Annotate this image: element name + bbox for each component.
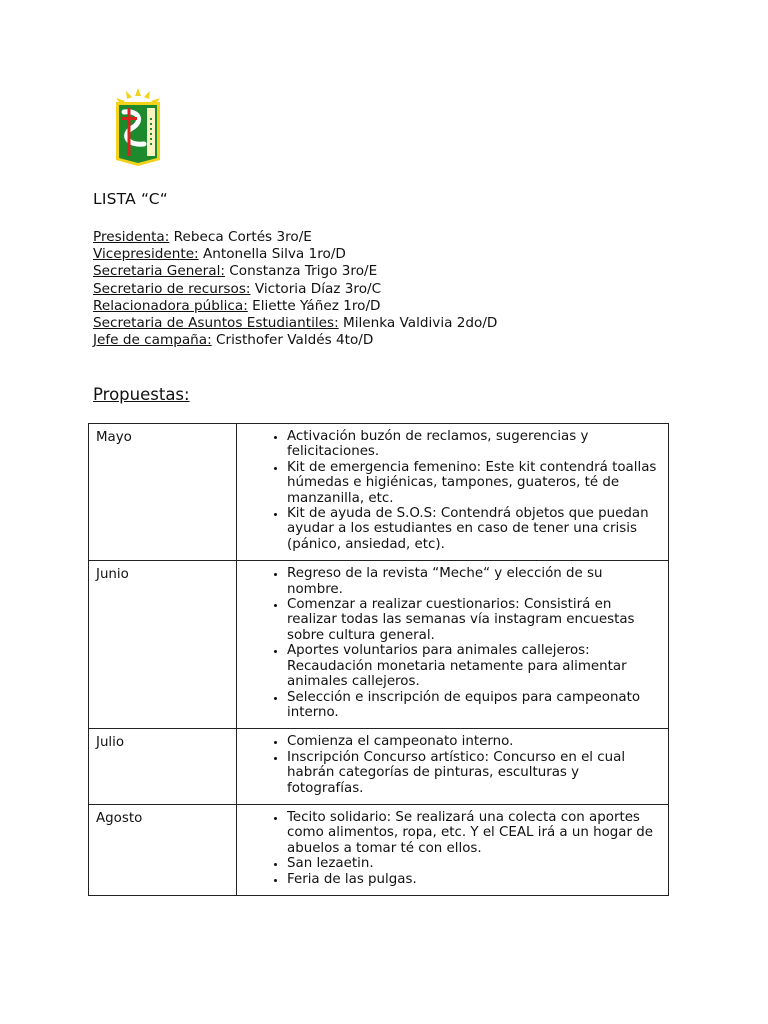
list-item: • Comenzar a realizar cuestionarios: Consistirá en realizar todas las semanas vía instagram encuestas sobre cultura general. [287,597,658,643]
list-item: • Aportes voluntarios para animales callejeros: Recaudación monetaria netamente para alimentar animales callejeros. [287,643,658,689]
candidate-name: Constanza Trigo 3ro/E [224,263,378,280]
role-label: Presidenta: [93,229,170,245]
table-row [89,424,669,561]
proposals-heading: Propuestas: [93,385,190,404]
proposals-cell [237,804,669,895]
table-row [89,561,669,729]
table-row [89,804,669,895]
proposal-list [245,734,658,796]
school-crest-logo [110,88,166,168]
month-cell: Junio [89,561,237,729]
candidate-name: Eliette Yáñez 1ro/D [247,297,381,314]
candidate-name: Rebeca Cortés 3ro/E [169,229,312,245]
list-item: • Activación buzón de reclamos, sugerencias y felicitaciones. [287,429,658,460]
role-label: Secretaria General: [93,263,225,280]
candidate-name: Cristhofer Valdés 4to/D [211,332,374,349]
proposals-cell [237,729,669,805]
candidates-list [93,229,497,349]
candidate-row [93,246,497,263]
candidate-row [93,229,497,246]
list-item: • San lezaetin. [287,856,658,871]
role-label: Secretario de recursos: [93,280,251,297]
list-item: • Feria de las pulgas. [287,872,658,887]
month-cell: Julio [89,729,237,805]
proposal-list [245,566,658,720]
candidate-row [93,298,497,315]
candidate-row [93,281,497,298]
list-title: LISTA “C“ [93,190,168,208]
list-item: • Comienza el campeonato interno. [287,734,658,749]
proposal-list [245,810,658,887]
role-label: Vicepresidente: [93,246,199,263]
candidate-name: Milenka Valdivia 2do/D [338,315,498,332]
list-item: • Tecito solidario: Se realizará una colecta con aportes como alimentos, ropa, etc. Y el CEAL irá a un hogar de abuelos a tomar té con ellos. [287,810,658,856]
table-row [89,729,669,805]
candidate-name: Victoria Díaz 3ro/C [250,280,382,297]
list-item: • Kit de ayuda de S.O.S: Contendrá objetos que puedan ayudar a los estudiantes en caso de tener una crisis (pánico, ansiedad, etc). [287,506,658,552]
role-label: Jefe de campaña: [93,332,212,349]
candidate-row [93,332,497,349]
candidate-row [93,315,497,332]
role-label: Secretaria de Asuntos Estudiantiles: [93,315,339,332]
month-cell: Agosto [89,804,237,895]
candidate-row [93,263,497,280]
proposals-cell [237,561,669,729]
list-item: • Selección e inscripción de equipos para campeonato interno. [287,690,658,721]
proposals-table [88,423,669,896]
month-cell: Mayo [89,424,237,561]
list-item: • Kit de emergencia femenino: Este kit contendrá toallas húmedas e higiénicas, tampones, guateros, té de manzanilla, etc. [287,460,658,506]
candidate-name: Antonella Silva 1ro/D [198,246,346,263]
list-item: • Regreso de la revista “Meche“ y elección de su nombre. [287,566,658,597]
proposal-list [245,429,658,552]
list-item: • Inscripción Concurso artístico: Concurso en el cual habrán categorías de pinturas, esculturas y fotografías. [287,750,658,796]
proposals-cell [237,424,669,561]
role-label: Relacionadora pública: [93,297,248,314]
